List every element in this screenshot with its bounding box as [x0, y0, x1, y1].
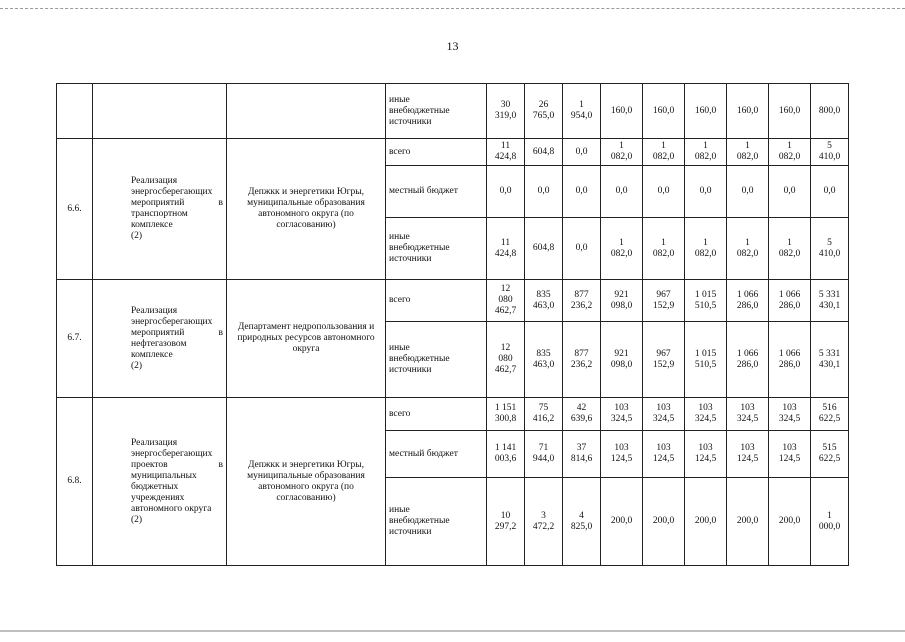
amount-cell: 0,0 [563, 139, 601, 166]
measure-name [93, 280, 227, 398]
amount-cell: 5 331 430,1 [811, 280, 849, 322]
amount-cell: 103 124,5 [727, 431, 769, 478]
amount-cell: 1 082,0 [643, 139, 685, 166]
amount-cell: 3 472,2 [525, 478, 563, 566]
amount-cell: 160,0 [601, 84, 643, 139]
amount-cell: 75 416,2 [525, 398, 563, 431]
row-number [57, 84, 93, 139]
amount-cell: 103 124,5 [769, 431, 811, 478]
amount-cell: 1 151 300,8 [487, 398, 525, 431]
table-row [57, 280, 849, 322]
amount-cell: 71 944,0 [525, 431, 563, 478]
amount-cell: 1 082,0 [727, 139, 769, 166]
measure-name [93, 139, 227, 280]
amount-cell: 921 098,0 [601, 322, 643, 398]
amount-cell: 4 825,0 [563, 478, 601, 566]
amount-cell: 200,0 [727, 478, 769, 566]
amount-cell: 200,0 [769, 478, 811, 566]
row-number: 6.6. [57, 139, 93, 280]
amount-cell: 516 622,5 [811, 398, 849, 431]
measure-name-line: нефтегазовом комплексе [131, 338, 187, 360]
amount-cell: 0,0 [643, 166, 685, 218]
measure-name-line: автономного округа (2) [131, 503, 212, 525]
amount-cell: 1 015 510,5 [685, 322, 727, 398]
measure-name-line: транспортном комплексе [131, 209, 188, 230]
executor: Департамент недропользования и природных ресурсов автономного округа [227, 280, 386, 398]
amount-cell: 103 324,5 [769, 398, 811, 431]
amount-cell: 515 622,5 [811, 431, 849, 478]
amount-cell: 42 639,6 [563, 398, 601, 431]
page-number: 13 [446, 39, 459, 53]
funding-source: иные внебюджетные источники [386, 322, 487, 398]
amount-cell: 835 463,0 [525, 322, 563, 398]
measure-name-line: энергосберегающих [131, 187, 213, 197]
funding-source: всего [386, 280, 487, 322]
amount-cell: 877 236,2 [563, 322, 601, 398]
amount-cell: 103 124,5 [601, 431, 643, 478]
amount-cell: 10 297,2 [487, 478, 525, 566]
amount-cell: 103 324,5 [643, 398, 685, 431]
amount-cell: 103 324,5 [727, 398, 769, 431]
measure-name-line: (2) [131, 231, 143, 241]
executor [227, 84, 386, 139]
amount-cell: 37 814,6 [563, 431, 601, 478]
amount-cell: 11 424,8 [487, 139, 525, 166]
table-row [57, 398, 849, 431]
amount-cell: 1 954,0 [563, 84, 601, 139]
executor: Депжкк и энергетики Югры, муниципальные образования автономного округа (по согласованию) [227, 139, 386, 280]
amount-cell: 604,8 [525, 139, 563, 166]
amount-cell: 1 066 286,0 [727, 322, 769, 398]
amount-cell: 1 082,0 [601, 218, 643, 280]
amount-cell: 1 082,0 [643, 218, 685, 280]
measure-name-line: Реализация [131, 176, 178, 186]
amount-cell: 0,0 [727, 166, 769, 218]
amount-cell: 800,0 [811, 84, 849, 139]
amount-cell: 1 082,0 [769, 218, 811, 280]
amount-cell: 1 066 286,0 [769, 322, 811, 398]
amount-cell: 921 098,0 [601, 280, 643, 322]
measure-name-line: проектов в [131, 459, 223, 470]
amount-cell: 0,0 [563, 218, 601, 280]
amount-cell: 160,0 [727, 84, 769, 139]
amount-cell: 5 410,0 [811, 139, 849, 166]
amount-cell: 200,0 [685, 478, 727, 566]
amount-cell: 200,0 [601, 478, 643, 566]
amount-cell: 0,0 [601, 166, 643, 218]
amount-cell: 1 082,0 [727, 218, 769, 280]
measure-name-line: Реализация [131, 437, 178, 448]
funding-source: иные внебюджетные источники [386, 218, 487, 280]
measure-name [93, 398, 227, 566]
amount-cell: 1 066 286,0 [727, 280, 769, 322]
amount-cell: 1 082,0 [601, 139, 643, 166]
amount-cell: 0,0 [769, 166, 811, 218]
measure-name-line: бюджетных учреждениях [131, 481, 185, 503]
amount-cell: 1 015 510,5 [685, 280, 727, 322]
amount-cell: 1 066 286,0 [769, 280, 811, 322]
row-number: 6.7. [57, 280, 93, 398]
amount-cell: 835 463,0 [525, 280, 563, 322]
amount-cell: 103 324,5 [685, 398, 727, 431]
amount-cell: 26 765,0 [525, 84, 563, 139]
amount-cell: 1 082,0 [685, 218, 727, 280]
funding-source: местный бюджет [386, 431, 487, 478]
measure-name-line: Реализация [131, 305, 178, 316]
funding-source: местный бюджет [386, 166, 487, 218]
measure-name-line: мероприятий в [131, 198, 223, 208]
measure-name [93, 84, 227, 139]
amount-cell: 1 082,0 [685, 139, 727, 166]
measure-name-line: энергосберегающих [131, 448, 213, 459]
funding-source: всего [386, 398, 487, 431]
funding-source: всего [386, 139, 487, 166]
measure-name-line: (2) [131, 360, 143, 371]
executor: Депжкк и энергетики Югры, муниципальные образования автономного округа (по согласованию) [227, 398, 386, 566]
amount-cell: 11 424,8 [487, 218, 525, 280]
amount-cell: 0,0 [563, 166, 601, 218]
amount-cell: 160,0 [769, 84, 811, 139]
amount-cell: 604,8 [525, 218, 563, 280]
funding-source: иные внебюджетные источники [386, 84, 487, 139]
amount-cell: 30 319,0 [487, 84, 525, 139]
amount-cell: 103 124,5 [685, 431, 727, 478]
amount-cell: 1 000,0 [811, 478, 849, 566]
amount-cell: 1 082,0 [769, 139, 811, 166]
amount-cell: 877 236,2 [563, 280, 601, 322]
amount-cell: 967 152,9 [643, 322, 685, 398]
amount-cell: 5 410,0 [811, 218, 849, 280]
amount-cell: 160,0 [685, 84, 727, 139]
funding-source: иные внебюджетные источники [386, 478, 487, 566]
amount-cell: 1 141 003,6 [487, 431, 525, 478]
table-row [57, 139, 849, 166]
amount-cell: 12 080 462,7 [487, 280, 525, 322]
amount-cell: 0,0 [811, 166, 849, 218]
amount-cell: 967 152,9 [643, 280, 685, 322]
amount-cell: 12 080 462,7 [487, 322, 525, 398]
measure-name-line: энергосберегающих [131, 316, 213, 327]
row-number: 6.8. [57, 398, 93, 566]
scan-bottom-edge [0, 630, 905, 642]
measure-name-line: мероприятий в [131, 327, 223, 338]
amount-cell: 103 124,5 [643, 431, 685, 478]
amount-cell: 0,0 [525, 166, 563, 218]
table-row [57, 84, 849, 139]
amount-cell: 200,0 [643, 478, 685, 566]
amount-cell: 5 331 430,1 [811, 322, 849, 398]
measure-name-line: муниципальных [131, 470, 197, 481]
amount-cell: 0,0 [685, 166, 727, 218]
program-table [56, 83, 849, 566]
scan-top-edge [0, 0, 905, 9]
amount-cell: 160,0 [643, 84, 685, 139]
amount-cell: 0,0 [487, 166, 525, 218]
amount-cell: 103 324,5 [601, 398, 643, 431]
